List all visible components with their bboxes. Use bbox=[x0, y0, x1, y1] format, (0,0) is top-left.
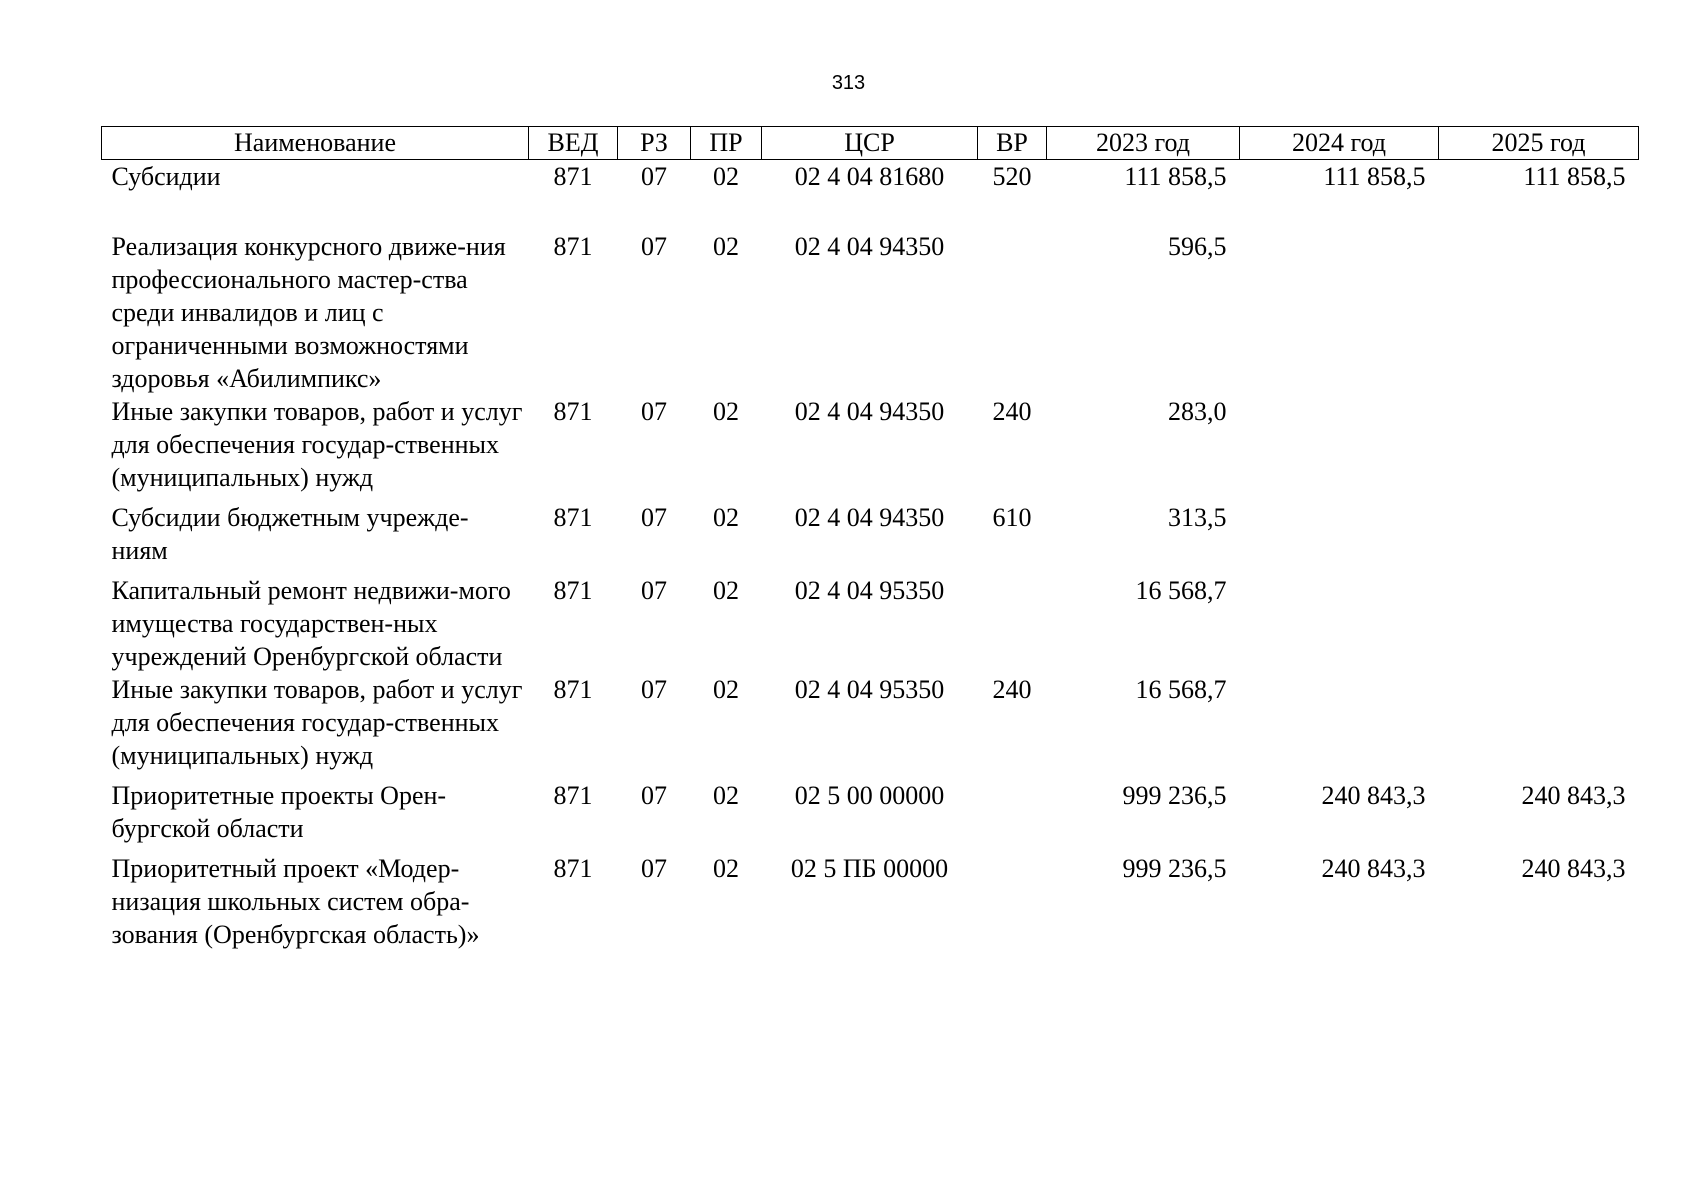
cell-pr: 02 bbox=[713, 576, 739, 605]
cell-csr: 02 4 04 81680 bbox=[794, 162, 945, 191]
header-2024: 2024 год bbox=[1240, 127, 1439, 160]
header-csr: ЦСР bbox=[762, 127, 978, 160]
cell-csr: 02 5 00 00000 bbox=[794, 781, 945, 810]
cell-rz: 07 bbox=[641, 781, 667, 810]
cell-2025 bbox=[1439, 673, 1639, 779]
cell-ved: 871 bbox=[553, 503, 593, 532]
cell-2025 bbox=[1439, 501, 1639, 574]
cell-vr: 240 bbox=[992, 675, 1032, 704]
cell-ved: 871 bbox=[553, 162, 593, 191]
cell-ved: 871 bbox=[553, 232, 593, 261]
header-2023: 2023 год bbox=[1047, 127, 1240, 160]
cell-rz: 07 bbox=[641, 576, 667, 605]
cell-pr: 02 bbox=[713, 232, 739, 261]
cell-2025: 240 843,3 bbox=[1521, 781, 1626, 810]
cell-name: Капитальный ремонт недвижи-мого имущества государствен-ных учреждений Оренбургской области bbox=[111, 576, 511, 671]
cell-2023: 999 236,5 bbox=[1122, 781, 1227, 810]
cell-csr: 02 5 ПБ 00000 bbox=[790, 854, 949, 883]
cell-2024: 240 843,3 bbox=[1321, 781, 1426, 810]
cell-rz: 07 bbox=[641, 232, 667, 261]
cell-pr: 02 bbox=[713, 397, 739, 426]
cell-ved: 871 bbox=[553, 675, 593, 704]
table-row bbox=[102, 160, 1639, 231]
cell-name: Приоритетный проект «Модер-низация школьных систем обра-зования (Оренбургская область)» bbox=[111, 854, 480, 949]
cell-pr: 02 bbox=[713, 162, 739, 191]
cell-name: Реализация конкурсного движе-ния профессионального мастер-ства среди инвалидов и лиц с ограниченными возможностями здоровья «Абилимпикс» bbox=[111, 232, 506, 393]
header-2025: 2025 год bbox=[1439, 127, 1639, 160]
cell-vr: 610 bbox=[992, 503, 1032, 532]
budget-table bbox=[101, 126, 1639, 951]
table-row bbox=[102, 574, 1639, 673]
cell-csr: 02 4 04 94350 bbox=[794, 232, 945, 261]
header-ved: ВЕД bbox=[529, 127, 618, 160]
cell-2023: 16 568,7 bbox=[1135, 576, 1227, 605]
cell-2025 bbox=[1439, 395, 1639, 501]
table-row bbox=[102, 852, 1639, 951]
cell-2024: 111 858,5 bbox=[1323, 162, 1426, 191]
cell-ved: 871 bbox=[553, 781, 593, 810]
header-pr: ПР bbox=[691, 127, 762, 160]
cell-rz: 07 bbox=[641, 503, 667, 532]
cell-rz: 07 bbox=[641, 675, 667, 704]
table-header-row bbox=[102, 127, 1639, 160]
cell-2024 bbox=[1240, 673, 1439, 779]
cell-pr: 02 bbox=[713, 675, 739, 704]
table-row bbox=[102, 230, 1639, 395]
cell-pr: 02 bbox=[713, 503, 739, 532]
cell-name: Иные закупки товаров, работ и услуг для обеспечения государ-ственных (муниципальных) нужд bbox=[111, 675, 523, 770]
cell-2024 bbox=[1240, 230, 1439, 395]
table-row bbox=[102, 501, 1639, 574]
cell-2023: 16 568,7 bbox=[1135, 675, 1227, 704]
cell-2023: 283,0 bbox=[1168, 397, 1227, 426]
cell-ved: 871 bbox=[553, 576, 593, 605]
cell-csr: 02 4 04 94350 bbox=[794, 503, 945, 532]
header-vr: ВР bbox=[978, 127, 1047, 160]
cell-name: Иные закупки товаров, работ и услуг для обеспечения государ-ственных (муниципальных) нужд bbox=[111, 397, 523, 492]
cell-2024: 240 843,3 bbox=[1321, 854, 1426, 883]
page-number: 313 bbox=[831, 72, 866, 94]
cell-2025 bbox=[1439, 574, 1639, 673]
cell-vr: 240 bbox=[992, 397, 1032, 426]
cell-2024 bbox=[1240, 395, 1439, 501]
cell-ved: 871 bbox=[553, 854, 593, 883]
cell-csr: 02 4 04 95350 bbox=[794, 576, 945, 605]
cell-csr: 02 4 04 94350 bbox=[794, 397, 945, 426]
cell-2023: 313,5 bbox=[1168, 503, 1227, 532]
cell-rz: 07 bbox=[641, 854, 667, 883]
header-name: Наименование bbox=[102, 127, 529, 160]
cell-2025 bbox=[1439, 230, 1639, 395]
cell-2024 bbox=[1240, 501, 1439, 574]
cell-2025: 111 858,5 bbox=[1523, 162, 1626, 191]
cell-vr bbox=[978, 230, 1047, 395]
cell-vr bbox=[978, 779, 1047, 852]
table-row bbox=[102, 395, 1639, 501]
cell-2024 bbox=[1240, 574, 1439, 673]
cell-2023: 596,5 bbox=[1168, 232, 1227, 261]
cell-ved: 871 bbox=[553, 397, 593, 426]
cell-name: Субсидии бюджетным учрежде-ниям bbox=[111, 503, 469, 565]
cell-name: Субсидии bbox=[111, 162, 221, 191]
cell-vr bbox=[978, 574, 1047, 673]
cell-csr: 02 4 04 95350 bbox=[794, 675, 945, 704]
cell-name: Приоритетные проекты Орен-бургской области bbox=[111, 781, 447, 843]
cell-rz: 07 bbox=[641, 397, 667, 426]
table-row bbox=[102, 779, 1639, 852]
cell-pr: 02 bbox=[713, 854, 739, 883]
table-row bbox=[102, 673, 1639, 779]
cell-rz: 07 bbox=[641, 162, 667, 191]
cell-2023: 111 858,5 bbox=[1124, 162, 1227, 191]
header-rz: РЗ bbox=[618, 127, 691, 160]
cell-vr bbox=[978, 852, 1047, 951]
cell-pr: 02 bbox=[713, 781, 739, 810]
cell-2023: 999 236,5 bbox=[1122, 854, 1227, 883]
cell-2025: 240 843,3 bbox=[1521, 854, 1626, 883]
cell-vr: 520 bbox=[992, 162, 1032, 191]
